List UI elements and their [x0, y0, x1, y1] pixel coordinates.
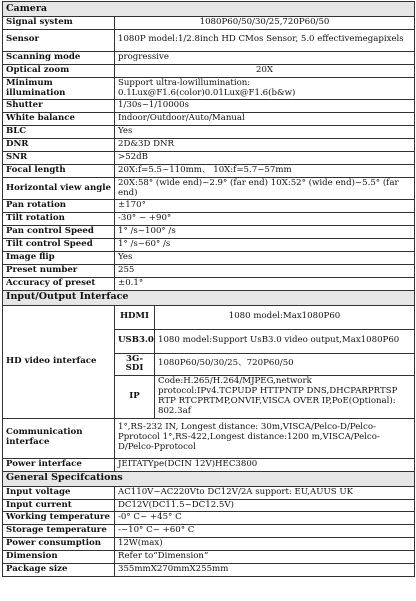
spec-label: Tilt control Speed [3, 239, 115, 252]
spec-row [3, 226, 415, 239]
section-title-camera: Camera [3, 2, 415, 17]
spec-label: Pan control Speed [3, 226, 115, 239]
spec-value: AC110V~AC220Vto DC12V/2A support: EU,AUUS UK [115, 486, 415, 499]
sub-label-usb: USB3.0 [115, 329, 155, 353]
spec-row [3, 77, 415, 100]
spec-row [3, 551, 415, 564]
spec-value: Yes [115, 251, 415, 264]
spec-label: Signal system [3, 17, 115, 30]
spec-table [2, 1, 415, 577]
spec-label: SNR [3, 151, 115, 164]
spec-value: ±170° [115, 200, 415, 213]
spec-row [3, 563, 415, 576]
spec-value: >52dB [115, 151, 415, 164]
spec-row [3, 499, 415, 512]
section-camera [3, 2, 415, 17]
sub-label-hdmi: HDMI [115, 305, 155, 329]
spec-value: 1080 model:Support UsB3.0 video output,Max1080P60 [155, 329, 415, 353]
spec-sheet [2, 1, 414, 577]
section-io [3, 290, 415, 305]
spec-row [3, 538, 415, 551]
spec-value: 1/30s~1/10000s [115, 100, 415, 113]
spec-label: Pan rotation [3, 200, 115, 213]
spec-label: Input current [3, 499, 115, 512]
spec-label: White balance [3, 113, 115, 126]
spec-value: 20X [115, 64, 415, 77]
spec-row [3, 164, 415, 177]
spec-row [3, 51, 415, 64]
spec-value: 1080P60/50/30/25、720P60/50 [155, 353, 415, 376]
spec-row [3, 486, 415, 499]
spec-label: Power consumption [3, 538, 115, 551]
spec-row [3, 126, 415, 139]
spec-row [3, 200, 415, 213]
spec-label: Preset number [3, 264, 115, 277]
spec-value: Code:H.265/H.264/MJPEG,network protocol:IPv4.TCPUDP HTTPNTP DNS,DHCPARPRTSP RTP RTCPRTMP,ONVIF,VISCA OVER IP,PoE(Optional): 802.3af [155, 376, 415, 419]
spec-label: Focal length [3, 164, 115, 177]
spec-row [3, 100, 415, 113]
spec-value: 1° /s~60° /s [115, 239, 415, 252]
sub-label-ip: IP [115, 376, 155, 419]
spec-label: Tilt rotation [3, 213, 115, 226]
spec-value: 1080 model:Max1080P60 [155, 305, 415, 329]
spec-value: Support ultra-lowillumination: 0.1Lux@F1.6(color)0.01Lux@F1.6(b&w) [115, 77, 415, 100]
spec-value: DC12V(DC11.5~DC12.5V) [115, 499, 415, 512]
spec-value: 20X:f=5.5~110mm、 10X:f=5.7~57mm [115, 164, 415, 177]
spec-value: 1° /s~100° /s [115, 226, 415, 239]
spec-row [3, 277, 415, 290]
spec-label: Working temperature [3, 512, 115, 525]
spec-value: Yes [115, 126, 415, 139]
spec-label: Package size [3, 563, 115, 576]
spec-value: 355mmX270mmX255mm [115, 563, 415, 576]
spec-label: Image flip [3, 251, 115, 264]
spec-row [3, 418, 415, 458]
spec-value: Refer to“Dimension” [115, 551, 415, 564]
spec-row [3, 139, 415, 152]
spec-row [3, 17, 415, 30]
spec-label: DNR [3, 139, 115, 152]
sub-label-sdi: 3G-SDI [115, 353, 155, 376]
spec-value: 255 [115, 264, 415, 277]
spec-row [3, 151, 415, 164]
spec-value: 1080P60/50/30/25,720P60/50 [115, 17, 415, 30]
spec-label: BLC [3, 126, 115, 139]
spec-row [3, 64, 415, 77]
spec-row [3, 213, 415, 226]
spec-label: Accuracy of preset [3, 277, 115, 290]
spec-label: Shutter [3, 100, 115, 113]
spec-label: Minimum illumination [3, 77, 115, 100]
spec-value: 20X:58° (wide end)~2.9° (far end) 10X:52° (wide end)~5.5° (far end) [115, 177, 415, 200]
spec-row [3, 239, 415, 252]
spec-row [3, 177, 415, 200]
spec-label: Communication interface [3, 418, 115, 458]
spec-row [3, 264, 415, 277]
spec-row [3, 525, 415, 538]
hd-video-label: HD video interface [3, 305, 115, 418]
section-title-io: Input/Output Interface [3, 290, 415, 305]
spec-value: -~10° C~ +60° C [115, 525, 415, 538]
spec-label: Storage temperature [3, 525, 115, 538]
spec-row [3, 458, 415, 471]
spec-label: Horizontal view angle [3, 177, 115, 200]
section-general [3, 471, 415, 486]
spec-value: 2D&3D DNR [115, 139, 415, 152]
spec-row [3, 305, 415, 329]
spec-value: 1°,RS-232 IN, Longest distance: 30m,VISCA/Pelco-D/Pelco-Pprotocol 1°,RS-422,Longest distance:1200 m,VISCA/Pelco-D/Pelco-Pprotocol [115, 418, 415, 458]
spec-row [3, 251, 415, 264]
spec-row [3, 512, 415, 525]
spec-label: Dimension [3, 551, 115, 564]
spec-label: Power interface [3, 458, 115, 471]
spec-value: 1080P model:1/2.8inch HD CMos Sensor, 5.0 effectivemegapixels [115, 29, 415, 51]
spec-label: Sensor [3, 29, 115, 51]
spec-label: Input voltage [3, 486, 115, 499]
spec-label: Scanning mode [3, 51, 115, 64]
spec-value: ±0.1° [115, 277, 415, 290]
spec-value: Indoor/Outdoor/Auto/Manual [115, 113, 415, 126]
spec-row [3, 29, 415, 51]
spec-value: JEITATYpe(DCIN 12V)HEC3800 [115, 458, 415, 471]
spec-row [3, 113, 415, 126]
spec-value: 12W(max) [115, 538, 415, 551]
section-title-general: General Specifcations [3, 471, 415, 486]
spec-value: -0° C~ +45° C [115, 512, 415, 525]
spec-label: Optical zoom [3, 64, 115, 77]
spec-value: -30° ~ +90° [115, 213, 415, 226]
spec-value: progressive [115, 51, 415, 64]
